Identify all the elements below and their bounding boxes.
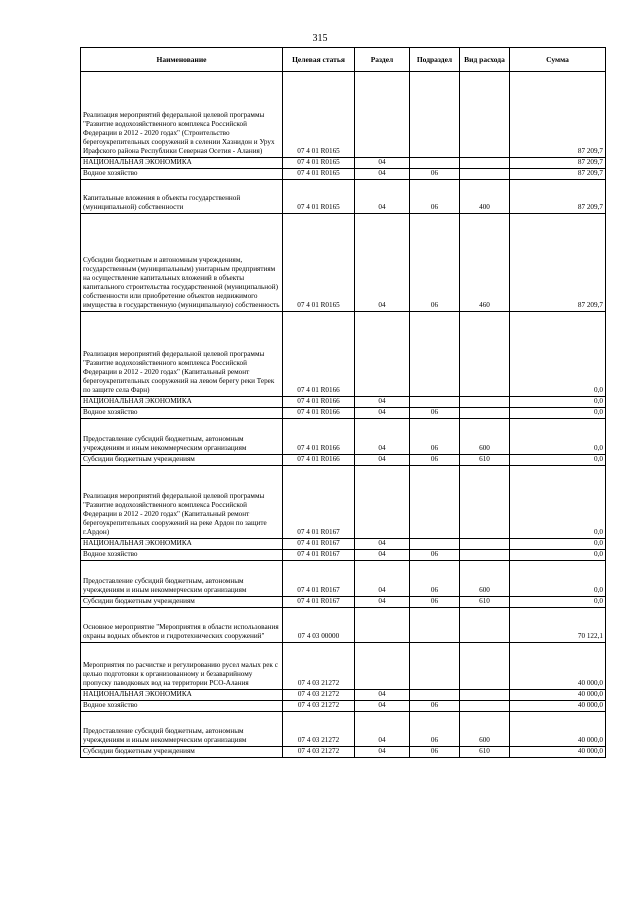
cell-section: 04: [355, 539, 410, 550]
cell-name: НАЦИОНАЛЬНАЯ ЭКОНОМИКА: [81, 397, 283, 408]
table-body: [81, 72, 606, 758]
cell-code: 07 4 03 00000: [283, 608, 355, 643]
cell-subsection: [410, 397, 460, 408]
cell-sum: 40 000,0: [510, 712, 606, 747]
table-row: [81, 561, 606, 597]
cell-sum: 87 209,7: [510, 169, 606, 180]
header-name: Наименование: [81, 48, 283, 72]
cell-name: Мероприятия по расчистке и регулированию русел малых рек с целью подготовки к организованному и безаварийному пропуску паводковых вод на территории РСО-Алания: [81, 643, 283, 690]
cell-sum: 0,0: [510, 561, 606, 597]
cell-name: Основное мероприятие "Мероприятия в области использования охраны водных объектов и гидротехнических сооружений": [81, 608, 283, 643]
table-row: [81, 747, 606, 758]
cell-section: [355, 643, 410, 690]
cell-section: 04: [355, 214, 410, 312]
cell-subsection: 06: [410, 419, 460, 455]
table-header-row: [81, 48, 606, 72]
cell-vid: [460, 701, 510, 712]
cell-code: 07 4 01 R0165: [283, 158, 355, 169]
cell-vid: [460, 312, 510, 397]
cell-name: Субсидии бюджетным учреждениям: [81, 597, 283, 608]
cell-code: 07 4 01 R0167: [283, 550, 355, 561]
cell-subsection: [410, 466, 460, 539]
cell-subsection: 06: [410, 712, 460, 747]
cell-section: [355, 608, 410, 643]
cell-sum: 0,0: [510, 312, 606, 397]
table-row: [81, 397, 606, 408]
cell-sum: 0,0: [510, 597, 606, 608]
cell-code: 07 4 01 R0167: [283, 466, 355, 539]
page-number: 315: [312, 33, 328, 44]
cell-code: 07 4 01 R0167: [283, 539, 355, 550]
cell-code: 07 4 01 R0167: [283, 561, 355, 597]
cell-code: 07 4 01 R0167: [283, 597, 355, 608]
cell-name: Реализация мероприятий федеральной целевой программы "Развитие водохозяйственного комплекса Российской Федерации в 2012 - 2020 годах" (Капитальный ремонт берегоукрепительных сооружений на реке Ардон по защите г.Ардон): [81, 466, 283, 539]
cell-section: [355, 312, 410, 397]
cell-section: 04: [355, 180, 410, 214]
cell-sum: 0,0: [510, 397, 606, 408]
cell-vid: [460, 608, 510, 643]
cell-code: 07 4 01 R0165: [283, 169, 355, 180]
header-subsection: Подраздел: [410, 48, 460, 72]
cell-name: Субсидии бюджетным учреждениям: [81, 747, 283, 758]
cell-subsection: [410, 608, 460, 643]
budget-table: [80, 47, 606, 758]
cell-sum: 40 000,0: [510, 747, 606, 758]
cell-name: Водное хозяйство: [81, 701, 283, 712]
table-row: [81, 597, 606, 608]
table-row: [81, 466, 606, 539]
cell-vid: [460, 397, 510, 408]
table-row: [81, 550, 606, 561]
cell-vid: [460, 643, 510, 690]
cell-vid: 600: [460, 419, 510, 455]
cell-vid: 610: [460, 597, 510, 608]
cell-subsection: [410, 312, 460, 397]
cell-code: 07 4 01 R0166: [283, 455, 355, 466]
cell-name: Водное хозяйство: [81, 169, 283, 180]
cell-name: Водное хозяйство: [81, 408, 283, 419]
cell-section: 04: [355, 397, 410, 408]
cell-sum: 0,0: [510, 455, 606, 466]
table-row: [81, 408, 606, 419]
header-sum: Сумма: [510, 48, 606, 72]
cell-code: 07 4 03 21272: [283, 643, 355, 690]
table-row: [81, 419, 606, 455]
cell-vid: [460, 408, 510, 419]
cell-vid: [460, 690, 510, 701]
cell-code: 07 4 01 R0165: [283, 214, 355, 312]
cell-subsection: 06: [410, 561, 460, 597]
cell-sum: 0,0: [510, 419, 606, 455]
table-row: [81, 539, 606, 550]
cell-subsection: 06: [410, 701, 460, 712]
cell-subsection: [410, 158, 460, 169]
cell-vid: [460, 466, 510, 539]
table-row: [81, 312, 606, 397]
cell-sum: 0,0: [510, 466, 606, 539]
table-row: [81, 169, 606, 180]
table-row: [81, 180, 606, 214]
cell-code: 07 4 01 R0165: [283, 180, 355, 214]
cell-vid: [460, 72, 510, 158]
cell-vid: [460, 169, 510, 180]
table-row: [81, 712, 606, 747]
cell-name: Предоставление субсидий бюджетным, автономным учреждениям и иным некоммерческим организациям: [81, 561, 283, 597]
cell-subsection: 06: [410, 747, 460, 758]
cell-subsection: 06: [410, 597, 460, 608]
cell-sum: 40 000,0: [510, 701, 606, 712]
cell-sum: 87 209,7: [510, 158, 606, 169]
cell-code: 07 4 03 21272: [283, 747, 355, 758]
cell-subsection: [410, 72, 460, 158]
cell-name: Субсидии бюджетным и автономным учреждениям, государственным (муниципальным) унитарным предприятиям на осуществление капитальных вложений в объекты капитального строительства государственной (муниципальной) собственности или приобретение объектов недвижимого имущества в государственную (муниципальную) собственность: [81, 214, 283, 312]
cell-section: 04: [355, 747, 410, 758]
cell-sum: 70 122,1: [510, 608, 606, 643]
cell-section: 04: [355, 690, 410, 701]
cell-vid: [460, 550, 510, 561]
table-row: [81, 701, 606, 712]
table-row: [81, 72, 606, 158]
cell-sum: 0,0: [510, 408, 606, 419]
cell-subsection: 06: [410, 180, 460, 214]
cell-sum: 87 209,7: [510, 72, 606, 158]
cell-section: 04: [355, 169, 410, 180]
cell-sum: 40 000,0: [510, 690, 606, 701]
cell-name: Капитальные вложения в объекты государственной (муниципальной) собственности: [81, 180, 283, 214]
cell-vid: 610: [460, 455, 510, 466]
cell-subsection: 06: [410, 455, 460, 466]
table-row: [81, 608, 606, 643]
cell-name: НАЦИОНАЛЬНАЯ ЭКОНОМИКА: [81, 690, 283, 701]
cell-name: Реализация мероприятий федеральной целевой программы "Развитие водохозяйственного комплекса Российской Федерации в 2012 - 2020 годах" (Капитальный ремонт берегоукрепительных сооружений на левом берегу реки Терек по защите села Фарн): [81, 312, 283, 397]
cell-code: 07 4 01 R0166: [283, 408, 355, 419]
cell-name: Предоставление субсидий бюджетным, автономным учреждениям и иным некоммерческим организациям: [81, 419, 283, 455]
cell-vid: 600: [460, 712, 510, 747]
cell-sum: 0,0: [510, 550, 606, 561]
cell-section: 04: [355, 408, 410, 419]
cell-vid: 600: [460, 561, 510, 597]
cell-vid: [460, 158, 510, 169]
cell-code: 07 4 01 R0166: [283, 397, 355, 408]
cell-section: [355, 466, 410, 539]
cell-sum: 0,0: [510, 539, 606, 550]
cell-subsection: [410, 690, 460, 701]
cell-code: 07 4 03 21272: [283, 690, 355, 701]
cell-section: 04: [355, 597, 410, 608]
cell-section: 04: [355, 712, 410, 747]
cell-section: [355, 72, 410, 158]
cell-vid: 460: [460, 214, 510, 312]
table-row: [81, 158, 606, 169]
cell-vid: [460, 539, 510, 550]
cell-name: Субсидии бюджетным учреждениям: [81, 455, 283, 466]
cell-vid: 400: [460, 180, 510, 214]
cell-section: 04: [355, 158, 410, 169]
cell-name: НАЦИОНАЛЬНАЯ ЭКОНОМИКА: [81, 539, 283, 550]
cell-section: 04: [355, 561, 410, 597]
cell-code: 07 4 03 21272: [283, 701, 355, 712]
cell-name: НАЦИОНАЛЬНАЯ ЭКОНОМИКА: [81, 158, 283, 169]
cell-code: 07 4 01 R0166: [283, 419, 355, 455]
header-code: Целевая статья: [283, 48, 355, 72]
cell-section: 04: [355, 550, 410, 561]
cell-name: Водное хозяйство: [81, 550, 283, 561]
cell-subsection: [410, 539, 460, 550]
cell-subsection: 06: [410, 214, 460, 312]
table-row: [81, 643, 606, 690]
cell-subsection: 06: [410, 169, 460, 180]
cell-code: 07 4 01 R0165: [283, 72, 355, 158]
cell-section: 04: [355, 419, 410, 455]
cell-code: 07 4 03 21272: [283, 712, 355, 747]
cell-subsection: 06: [410, 550, 460, 561]
cell-sum: 87 209,7: [510, 214, 606, 312]
cell-section: 04: [355, 701, 410, 712]
header-section: Раздел: [355, 48, 410, 72]
cell-name: Реализация мероприятий федеральной целевой программы "Развитие водохозяйственного комплекса Российской Федерации в 2012 - 2020 годах" (Строительство берегоукрепительных сооружений в селении Хазнидон и Урух Ирафского района Республики Северная Осетия - Алания): [81, 72, 283, 158]
cell-sum: 40 000,0: [510, 643, 606, 690]
cell-subsection: [410, 643, 460, 690]
cell-name: Предоставление субсидий бюджетным, автономным учреждениям и иным некоммерческим организациям: [81, 712, 283, 747]
cell-subsection: 06: [410, 408, 460, 419]
header-vid: Вид расхода: [460, 48, 510, 72]
table-row: [81, 455, 606, 466]
cell-vid: 610: [460, 747, 510, 758]
cell-code: 07 4 01 R0166: [283, 312, 355, 397]
cell-section: 04: [355, 455, 410, 466]
table-row: [81, 690, 606, 701]
table-row: [81, 214, 606, 312]
cell-sum: 87 209,7: [510, 180, 606, 214]
